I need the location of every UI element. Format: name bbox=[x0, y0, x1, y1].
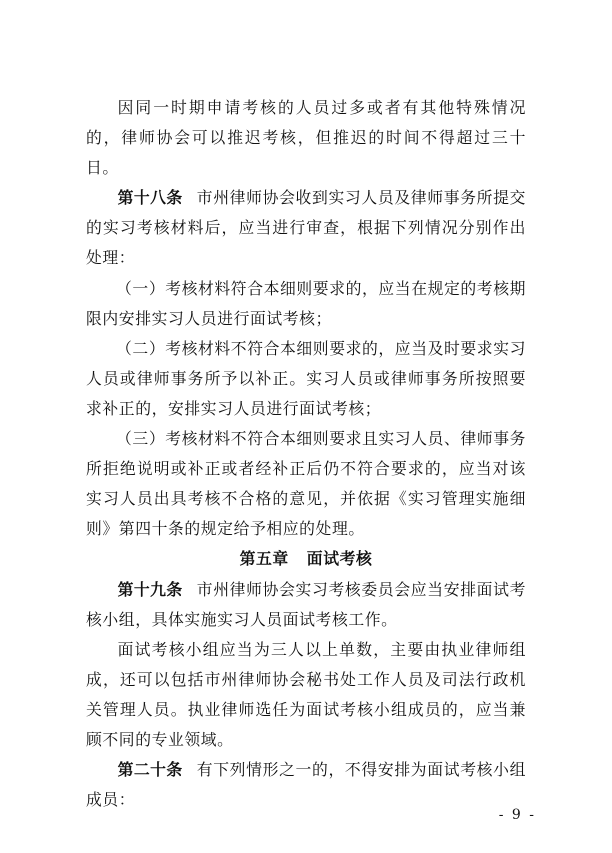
list-item-1: （一）考核材料符合本细则要求的，应当在规定的考核期限内安排实习人员进行面试考核； bbox=[86, 278, 526, 328]
article-text: 有下列情形之一的，不得安排为面试考核小组成员： bbox=[86, 760, 526, 810]
article-number: 第十九条 bbox=[117, 579, 183, 599]
paragraph-continuation: 因同一时期申请考核的人员过多或者有其他特殊情况的，律师协会可以推迟考核，但推迟的时间不得超过三十日。 bbox=[86, 98, 526, 178]
document-body bbox=[86, 93, 526, 815]
chapter-heading bbox=[86, 544, 526, 574]
page-number: - 9 - bbox=[498, 807, 536, 823]
list-item-3: （三）考核材料不符合本细则要求且实习人员、律师事务所拒绝说明或补正或者经补正后仍不符合要求的，应当对该实习人员出具考核不合格的意见，并依据《实习管理实施细则》第四十条的规定给予相应的处理。 bbox=[86, 429, 526, 539]
article-19 bbox=[86, 575, 526, 635]
article-18 bbox=[86, 183, 526, 273]
article-number: 第二十条 bbox=[117, 760, 183, 780]
list-item-2: （二）考核材料不符合本细则要求的，应当及时要求实习人员或律师事务所予以补正。实习人员或律师事务所按照要求补正的，安排实习人员进行面试考核； bbox=[86, 338, 526, 418]
article-20 bbox=[86, 755, 526, 815]
article-number: 第十八条 bbox=[117, 188, 183, 208]
chapter-number: 第五章 bbox=[239, 549, 289, 569]
article-text: 市州律师协会收到实习人员及律师事务所提交的实习考核材料后，应当进行审查，根据下列情况分别作出处理： bbox=[86, 188, 526, 268]
article-text: 市州律师协会实习考核委员会应当安排面试考核小组，具体实施实习人员面试考核工作。 bbox=[86, 579, 526, 629]
paragraph-panel-composition: 面试考核小组应当为三人以上单数，主要由执业律师组成，还可以包括市州律师协会秘书处工作人员及司法行政机关管理人员。执业律师选任为面试考核小组成员的，应当兼顾不同的专业领域。 bbox=[86, 639, 526, 749]
chapter-title: 面试考核 bbox=[306, 549, 373, 569]
